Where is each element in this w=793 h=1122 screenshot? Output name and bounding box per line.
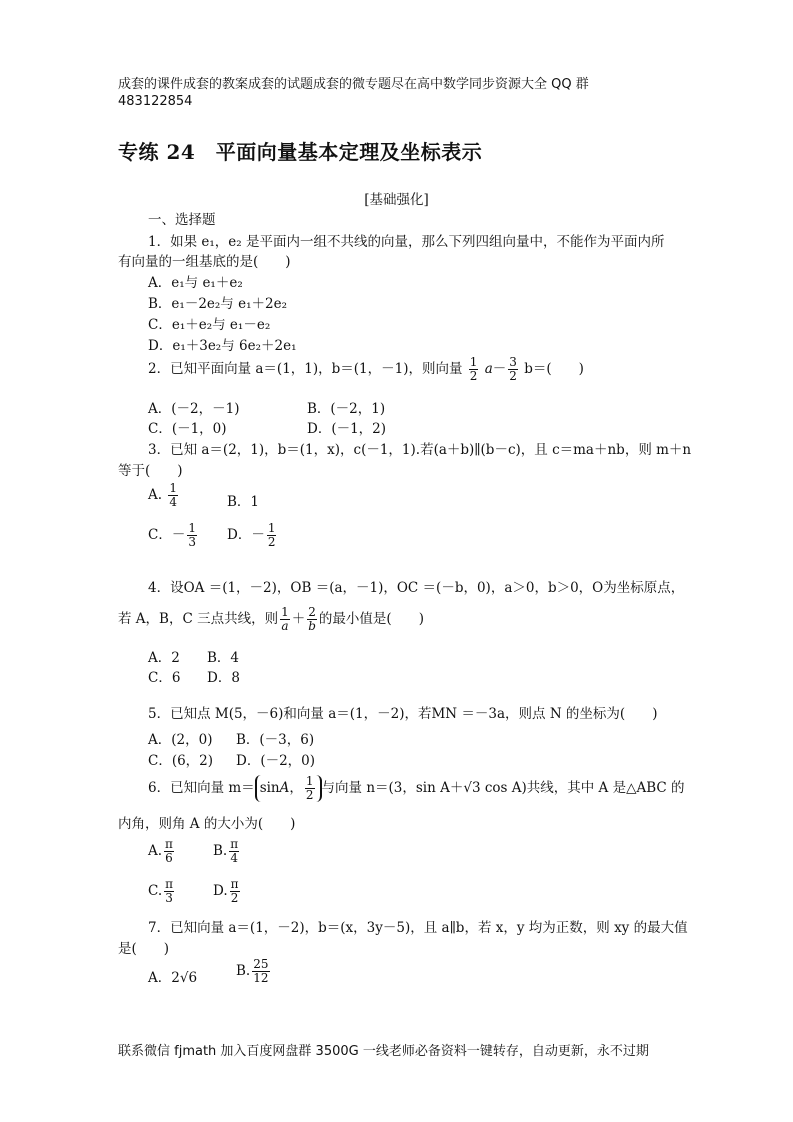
q3-stem-2: 等于( )	[118, 463, 183, 479]
q2-option-d: D．(－1，2)	[307, 421, 387, 437]
q6-option-b-label: B.	[213, 843, 228, 859]
q6-option-a: A. $\frac{\pi}{6}$	[148, 837, 173, 865]
q5-stem: 5．已知点 M(5，－6)和向量 a＝(1，－2)，若MN ＝－3a，则点 N 的坐标为( )	[148, 706, 658, 722]
q3-option-c-label: C．－	[148, 527, 186, 543]
q6-vector-m: sinA， $\frac{1}{2}$	[255, 775, 322, 802]
q6-stem-post: 与向量 n＝(3，sin A＋√3 cos A)共线，其中 A 是△ABC 的	[321, 780, 685, 796]
q5-option-d: D．(－2，0)	[236, 753, 316, 769]
q4-option-d: D．8	[207, 670, 240, 686]
q2-stem-post: b＝( )	[524, 361, 584, 377]
q5-option-a: A．(2，0)	[148, 732, 213, 748]
q6-option-d: D. $\frac{\pi}{2}$	[213, 877, 239, 905]
q4-option-c: C．6	[148, 670, 181, 686]
q2-option-a: A．(－2，－1)	[148, 401, 240, 417]
q6-option-b: B. $\frac{\pi}{4}$	[213, 837, 239, 865]
q6-stem-2: 内角，则角 A 的大小为( )	[118, 816, 296, 832]
q2-fraction-three-halves: $\frac{3}{2}$	[509, 355, 517, 383]
q2-fraction-half: $\frac{1}{2}$	[469, 355, 478, 383]
q1-option-a: A．e₁与 e₁＋e₂	[148, 275, 243, 291]
q6-stem	[148, 775, 685, 802]
q3-option-a: A. $\frac{1}{4}$	[148, 481, 177, 509]
q4-stem-2-post: 的最小值是( )	[318, 611, 424, 627]
q3-option-b: B．1	[227, 494, 260, 510]
q6-option-d-label: D.	[213, 883, 228, 899]
q7-option-b-label: B.	[236, 963, 251, 979]
page-title: 专练 24 平面向量基本定理及坐标表示	[118, 140, 483, 164]
q1-stem: 1．如果 e₁，e₂ 是平面内一组不共线的向量，那么下列四组向量中，不能作为平面内所	[148, 234, 665, 250]
q6-option-a-label: A.	[148, 843, 163, 859]
q3-option-c: C．－ $\frac{1}{3}$	[148, 521, 196, 549]
q1-option-c: C．e₁＋e₂与 e₁－e₂	[148, 317, 271, 333]
q4-stem-2: 若 A，B，C 三点共线，则 $\frac{1}{a}$ ＋ $\frac{2}{b}$ 的最小值是( )	[118, 605, 424, 633]
q3-stem: 3．已知 a＝(2，1)，b＝(1，x)，c(－1，1).若(a＋b)∥(b－c)，且 c＝ma＋nb，则 m＋n	[148, 442, 692, 458]
header-line-2: 483122854	[118, 94, 193, 109]
q2-stem-pre: 2．已知平面向量 a＝(1，1)，b＝(1，－1)，则向量	[148, 361, 463, 377]
q1-option-d: D．e₁＋3e₂与 6e₂＋2e₁	[148, 338, 297, 354]
q4-option-b: B．4	[207, 650, 240, 666]
q2-option-c: C．(－1，0)	[148, 421, 227, 437]
part-heading: 一、选择题	[148, 212, 216, 228]
q5-option-c: C．(6，2)	[148, 753, 214, 769]
q3-option-a-label: A.	[148, 487, 163, 503]
footer-note: 联系微信 fjmath 加入百度网盘群 3500G 一线老师必备资料一键转存，自动更新，永不过期	[118, 1044, 649, 1059]
q4-option-a: A．2	[148, 650, 180, 666]
q7-option-b: B. $\frac{25}{12}$	[236, 957, 269, 985]
header-line-1: 成套的课件成套的教案成套的试题成套的微专题尽在高中数学同步资源大全 QQ 群	[118, 77, 589, 92]
q4-stem: 4．设OA ＝(1，－2)，OB ＝(a，－1)，OC ＝(－b，0)，a＞0，b＞0，O为坐标原点，	[148, 580, 685, 596]
q7-stem: 7．已知向量 a＝(1，－2)，b＝(x，3y－5)，且 a∥b，若 x，y 均为正数，则 xy 的最大值	[148, 920, 688, 936]
q6-option-c: C. $\frac{\pi}{3}$	[148, 877, 174, 905]
q2-stem: 2．已知平面向量 a＝(1，1)，b＝(1，－1)，则向量 $\frac{1}{2}$ a－ $\frac{3}{2}$ b＝( )	[148, 355, 584, 383]
q2-option-b: B．(－2，1)	[307, 401, 386, 417]
q3-option-d: D．－ $\frac{1}{2}$	[227, 521, 276, 549]
q3-option-d-label: D．－	[227, 527, 265, 543]
q1-stem-2: 有向量的一组基底的是( )	[118, 254, 291, 270]
q6-stem-pre: 6．已知向量 m＝	[148, 780, 255, 796]
q4-stem-2-pre: 若 A，B，C 三点共线，则	[118, 611, 279, 627]
section-heading: [基础强化]	[364, 192, 429, 208]
q6-option-c-label: C.	[148, 883, 163, 899]
q7-stem-2: 是( )	[118, 941, 170, 957]
q5-option-b: B．(－3，6)	[236, 732, 315, 748]
q7-option-a: A．2√6	[148, 970, 198, 986]
q1-option-b: B．e₁－2e₂与 e₁＋2e₂	[148, 296, 287, 312]
